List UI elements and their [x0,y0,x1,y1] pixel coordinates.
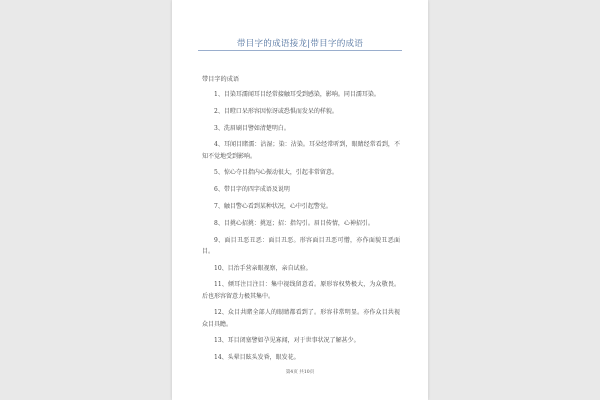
list-item: 8、目挑心招挑：挑逗；招：指勾引。眉目传情，心神招引。 [214,219,374,227]
list-item: 5、惊心夺目指内心振动很大，引起非常留意。 [214,169,338,177]
section-heading: 带目字的成语 [202,76,240,83]
document-page [172,0,428,400]
list-item: 14、头晕目眩头发昏，眼发花。 [214,354,300,362]
list-item: 6、带目字的四字成语及说明 [214,186,290,194]
list-item: 1、目染耳濡闻耳目经常接触耳受到感染，影响。同目濡耳染。 [214,91,380,98]
list-item: 12、众目共睹全部人的眼睛都看到了。形容非常明显。亦作众目共视众目具瞻。 [202,309,400,328]
list-item: 10、目治手营亲眼视察，亲自试验。 [214,264,312,272]
list-item: 4、耳闻目睹濡：沾湿；染：沾染。耳朵经常听到，眼睛经常看到，不知不觉地受到影响。 [202,141,400,160]
page-title: 带目字的成语接龙|带目字的成语 [236,39,364,49]
list-item: 3、洗眉刷目譬如清楚明白。 [214,124,290,132]
list-item: 2、目瞪口呆形容因惊讶或恐惧而发呆的样貌。 [214,107,338,115]
list-item: 11、倾耳注目注目：集中视线留意看。原形容权势极大，为众敬畏。后也形容留意力极其集中。 [202,281,400,300]
list-item: 9、面目丑恶丑恶：面目丑恶。形容面目丑恶可憎，亦作面貌丑恶面目。 [202,236,400,255]
list-item: 13、耳目闭塞譬如孕见寡闻，对于世事状况了解甚少。 [214,337,360,345]
idiom-list [202,89,400,369]
list-item: 7、触目警心看到某种状况，心中引起警觉。 [214,202,332,210]
title-divider [198,50,402,51]
page-footer: 第4页 共10页 [285,370,315,375]
